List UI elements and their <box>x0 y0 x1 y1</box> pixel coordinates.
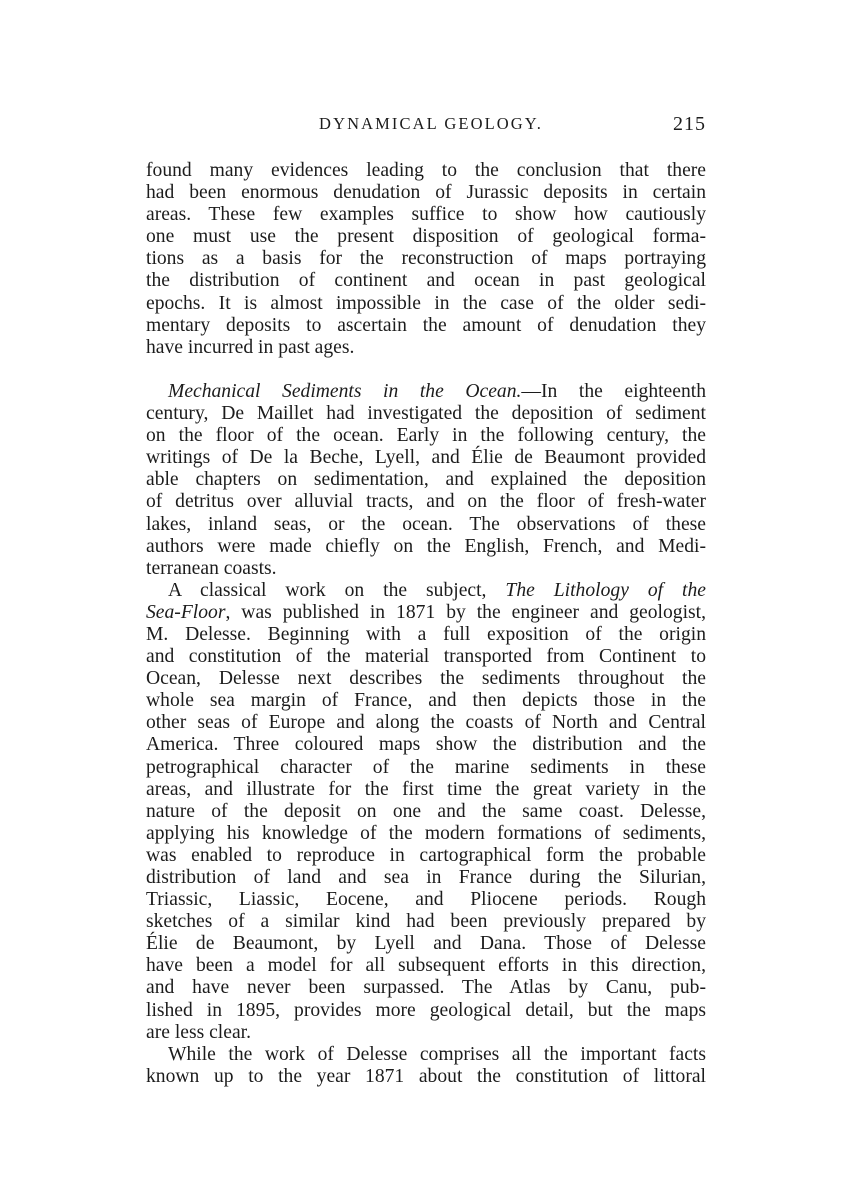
text-line: other seas of Europe and along the coasts of North and Central <box>146 712 706 734</box>
running-head <box>146 114 706 140</box>
text-line: of detritus over alluvial tracts, and on the floor of fresh-water <box>146 491 706 513</box>
section-title: Mechanical Sediments in the Ocean. <box>168 380 522 402</box>
running-title: DYNAMICAL GEOLOGY. <box>319 114 543 133</box>
text-line: was enabled to reproduce in cartographical form the probable <box>146 844 706 866</box>
book-title: The Lithology of the <box>505 579 706 601</box>
text-line: had been enormous denudation of Jurassic deposits in certain <box>146 182 706 204</box>
text-line: sketches of a similar kind had been previously prepared by <box>146 911 706 933</box>
text-line: and have never been surpassed. The Atlas by Canu, pub- <box>146 977 706 999</box>
text-line: and constitution of the material transported from Continent to <box>146 646 706 668</box>
text-line: are less clear. <box>146 1021 251 1043</box>
text-line: known up to the year 1871 about the constitution of littoral <box>146 1065 706 1087</box>
book-title: Sea-Floor <box>146 601 226 623</box>
text-line: mentary deposits to ascertain the amount of denudation they <box>146 314 706 336</box>
text-line: applying his knowledge of the modern formations of sediments, <box>146 822 706 844</box>
title-dash: — <box>521 380 541 402</box>
paragraph <box>146 1044 706 1088</box>
text-line: one must use the present disposition of geological forma- <box>146 226 706 248</box>
text-line: nature of the deposit on one and the same coast. Delesse, <box>146 800 706 822</box>
paragraph <box>146 580 706 1044</box>
text-line: lakes, inland seas, or the ocean. The observations of these <box>146 513 706 535</box>
text-line: found many evidences leading to the conclusion that there <box>146 160 706 181</box>
text-line: Élie de Beaumont, by Lyell and Dana. Those of Delesse <box>146 933 706 955</box>
text-line: distribution of land and sea in France during the Silurian, <box>146 867 706 888</box>
text-line: writings of De la Beche, Lyell, and Élie de Beaumont provided <box>146 447 706 469</box>
text-line: Triassic, Liassic, Eocene, and Pliocene periods. Rough <box>146 889 706 911</box>
text-line: areas. These few examples suffice to show how cautiously <box>146 204 706 226</box>
text-line: the distribution of continent and ocean in past geological <box>146 270 706 292</box>
text-line <box>146 602 706 624</box>
text-line: able chapters on sedimentation, and explained the deposition <box>146 469 706 491</box>
paragraph-gap <box>146 359 706 381</box>
body-text <box>146 160 706 1088</box>
text-line: have been a model for all subsequent efforts in this direction, <box>146 955 706 977</box>
text-line: M. Delesse. Beginning with a full exposition of the origin <box>146 623 706 645</box>
text-line: Ocean, Delesse next describes the sediments throughout the <box>146 668 706 690</box>
text-line: have incurred in past ages. <box>146 336 355 358</box>
text-line: on the floor of the ocean. Early in the following century, the <box>146 425 706 447</box>
text-fragment: A classical work on the subject, <box>168 579 487 601</box>
page-number: 215 <box>673 113 706 135</box>
text-fragment: , was published in 1871 by the engineer and geologist, <box>225 601 706 623</box>
text-line: authors were made chiefly on the English, French, and Medi- <box>146 535 706 557</box>
text-line: petrographical character of the marine sediments in these <box>146 756 706 778</box>
text-line <box>146 580 706 602</box>
text-line: While the work of Delesse comprises all the important facts <box>168 1043 706 1065</box>
text-line: tions as a basis for the reconstruction of maps portraying <box>146 248 706 270</box>
text-line: century, De Maillet had investigated the deposition of sediment <box>146 403 706 425</box>
text-fragment: In the eighteenth <box>541 380 706 402</box>
paragraph <box>146 160 706 359</box>
text-line: whole sea margin of France, and then depicts those in the <box>146 690 706 712</box>
text-line: lished in 1895, provides more geological detail, but the maps <box>146 999 706 1021</box>
text-line: terranean coasts. <box>146 557 277 579</box>
paragraph <box>146 381 706 580</box>
text-line: epochs. It is almost impossible in the case of the older sedi- <box>146 292 706 314</box>
text-line: America. Three coloured maps show the distribution and the <box>146 734 706 756</box>
text-line: areas, and illustrate for the first time the great variety in the <box>146 778 706 800</box>
text-line <box>146 381 706 403</box>
